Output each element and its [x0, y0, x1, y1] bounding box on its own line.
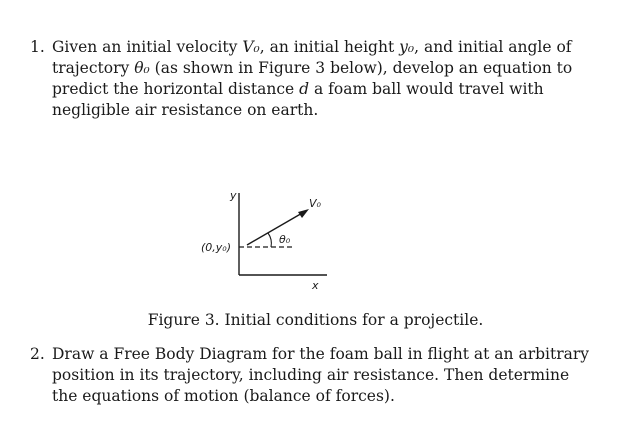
- figure-caption: Figure 3. Initial conditions for a projectile.: [147, 311, 484, 329]
- text-segment: a foam ball would travel with negligible air resistance on earth.: [52, 80, 544, 119]
- text-segment: , an initial height: [259, 38, 400, 56]
- x-axis-label: x: [312, 279, 319, 292]
- problem-2: [30, 344, 590, 407]
- angle-label: θ₀: [279, 233, 291, 246]
- problem-2-number: 2.: [30, 345, 45, 363]
- initial-angle-symbol: θ₀: [134, 59, 150, 77]
- distance-symbol: d: [299, 80, 310, 98]
- y-axis-label: y: [230, 189, 237, 202]
- text-segment: Given an initial velocity: [52, 38, 243, 56]
- velocity-vector: [247, 212, 304, 245]
- problem-1-text: [52, 37, 590, 121]
- text-segment: (as shown in Figure 3 below), develop an equation to predict the horizontal distance: [52, 59, 573, 98]
- projectile-figure: [195, 185, 355, 295]
- angle-arc: [268, 233, 271, 247]
- origin-label: (0,y₀): [201, 241, 231, 254]
- velocity-arrowhead-icon: [298, 209, 309, 218]
- velocity-label: V₀: [309, 197, 321, 210]
- initial-velocity-symbol: V₀: [242, 38, 260, 56]
- problem-1-number: 1.: [30, 38, 45, 56]
- initial-height-symbol: y₀: [399, 38, 415, 56]
- problem-2-text: Draw a Free Body Diagram for the foam ball in flight at an arbitrary position in its trajectory, including air resistance. Then determine the equations of motion (balance of forces).: [52, 345, 590, 405]
- problem-1: [30, 37, 590, 121]
- text-segment: , and initial angle of trajectory: [52, 38, 572, 77]
